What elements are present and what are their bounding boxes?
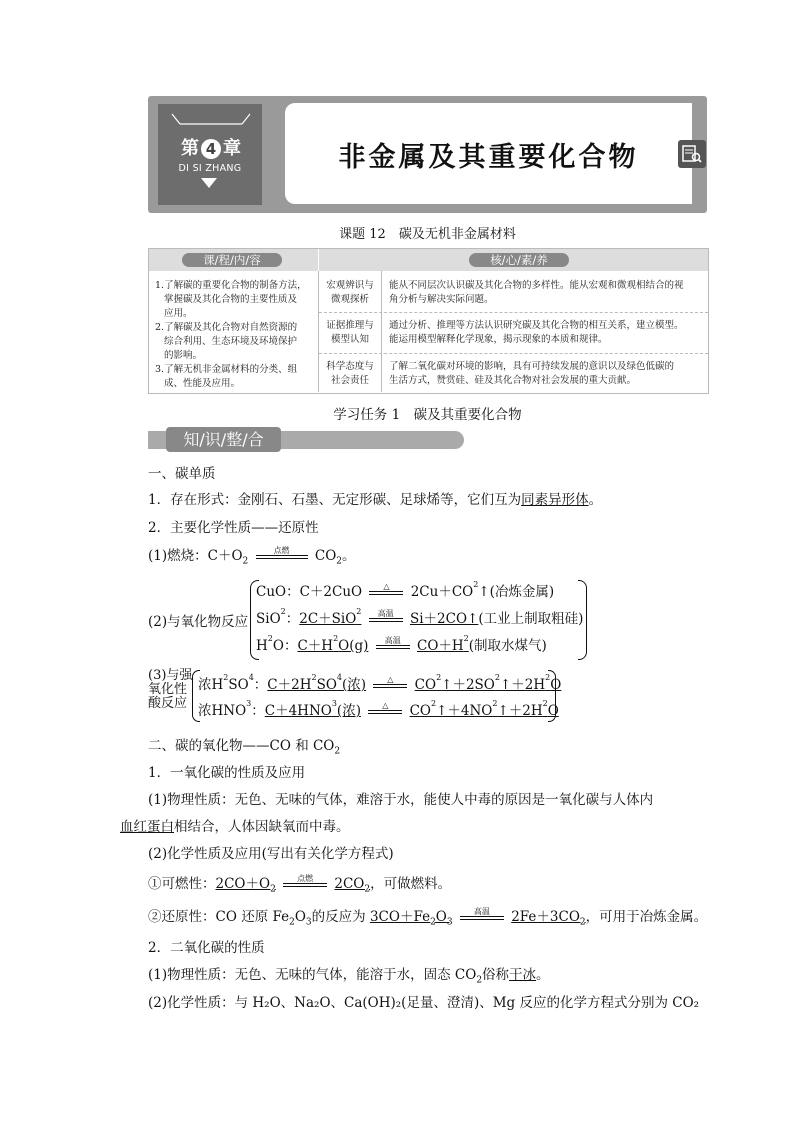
- heading-carbon-oxides: [148, 734, 340, 757]
- answer: $CO+H^2$: [417, 634, 469, 654]
- competency-description: [389, 319, 705, 347]
- answer: $2Fe+3CO_2$: [511, 909, 586, 928]
- text: CO＋H: [417, 638, 464, 654]
- competency-name: [321, 360, 379, 388]
- magnifier-document-icon: [678, 140, 706, 168]
- condition-text: 点燃: [297, 873, 314, 883]
- competency-name-line: 宏观辨识与: [326, 280, 374, 291]
- text: CO: [414, 677, 437, 693]
- text: 3CO＋Fe: [369, 909, 431, 925]
- text: (1)燃烧：C＋O: [148, 548, 243, 564]
- table-divider: [319, 353, 708, 354]
- text: H: [256, 638, 268, 654]
- reaction-condition: [373, 675, 407, 697]
- text: O：: [272, 638, 298, 654]
- acid-label-line: 酸反应: [148, 696, 188, 711]
- text: ：: [285, 611, 300, 627]
- paragraph: (2)化学性质：与 H₂O、Na₂O、Ca(OH)₂(足量、澄清)、Mg 反应的化学方程式分别为 CO₂: [148, 995, 700, 1011]
- text: CO: [314, 548, 337, 564]
- competency-text-line: 角分析与解决实际问题。: [389, 294, 494, 305]
- chapter-prefix: 第: [181, 138, 199, 159]
- equation-co-reduction: ②还原性：CO 还原 $Fe_2O_3$的反应为 $3CO+Fe_2O_3$ 高温 $2Fe+3CO_2$，可用于冶炼金属。: [148, 906, 708, 928]
- text: CuO：C＋2CuO: [256, 584, 363, 600]
- equation-h2so4: 浓$H^2SO^4$：$C+2H^2SO^4$(浓) △ $CO^2↑+2SO^2↑+2H^2O$: [198, 673, 561, 697]
- paragraph: [148, 488, 602, 508]
- text: 2Cu＋CO: [410, 584, 474, 600]
- competency-name-line: 模型认知: [330, 334, 369, 345]
- equation-co-combustion: [148, 872, 451, 896]
- core-competency-header: 核/心/素/养: [469, 253, 569, 267]
- chapter-number: 4: [201, 139, 221, 159]
- equation-cuo: CuO：C＋2CuO △ $2Cu+CO^2↑$(冶炼金属): [256, 580, 554, 604]
- competency-text-line: 能运用模型解释化学现象，揭示现象的本质和规律。: [389, 334, 608, 345]
- competency-text-line: 通过分析、推理等方法认识研究碳及其化合物的相互关系，建立模型。: [389, 320, 684, 331]
- lesson-title: 课题 12 碳及无机非金属材料: [339, 227, 516, 242]
- text: O: [547, 703, 559, 719]
- text: C＋H: [297, 638, 334, 654]
- section-label: 知/识/整/合: [166, 427, 281, 452]
- subscript: 2: [334, 746, 341, 757]
- condition-text: 高温: [384, 635, 401, 645]
- competency-name-line: 微观探析: [330, 294, 369, 305]
- text: 1．存在形式：金刚石、石墨、无定形碳、足球烯等，它们互为: [148, 492, 522, 508]
- equation-combustion: (1)燃烧：$C+O_2$ 点燃 $CO_2$。: [148, 545, 356, 567]
- text: O: [550, 677, 562, 693]
- competency-name: [321, 279, 379, 307]
- answer: $C+H^2O(g)$: [297, 634, 369, 654]
- oxide-label: (2)与氧化物反应: [148, 614, 249, 630]
- answer: 2C＋SiO$^2$: [299, 607, 362, 627]
- competency-text-line: 生活方式，赞赏硅、硅及其化合物对社会发展的重大贡献。: [389, 375, 637, 386]
- reaction-condition: [369, 582, 403, 604]
- answer: Si＋2CO↑: [409, 611, 479, 627]
- list-item: 掌握碳及其化合物的主要性质及: [164, 294, 298, 305]
- answer: $2CO_2$: [334, 876, 371, 895]
- text: O: [294, 909, 306, 925]
- chapter-suffix: 章: [223, 138, 241, 159]
- acid-label-line: (3)与强: [148, 668, 193, 683]
- text: ↑＋4NO: [436, 703, 493, 719]
- heading: 2．二氧化碳的性质: [148, 940, 265, 956]
- answer: 同素异形体: [521, 492, 589, 508]
- list-item: 1.了解碳的重要化合物的制备方法，: [155, 280, 307, 291]
- acid-label: [148, 669, 192, 711]
- text: C＋2H: [267, 677, 312, 693]
- heading-carbon-element: 一、碳单质: [148, 466, 216, 482]
- paragraph: (1)物理性质：无色、无味的气体，能溶于水，固态 $CO_2$俗称干冰。: [148, 967, 550, 986]
- reaction-condition: [369, 609, 403, 631]
- reaction-condition: [256, 546, 308, 568]
- text: CO: [409, 703, 431, 719]
- table-divider: [381, 271, 382, 392]
- list-item: 综合利用、生态环境及环境保护: [164, 336, 298, 347]
- chapter-title: 非金属及其重要化合物: [338, 142, 639, 173]
- text: O: [435, 909, 447, 925]
- text: ，可做燃料。: [370, 876, 452, 892]
- condition-text: △: [387, 674, 394, 684]
- text: ：: [251, 703, 265, 719]
- course-items: [155, 279, 315, 391]
- answer: 血红蛋白: [120, 819, 174, 835]
- text: 。: [536, 967, 550, 983]
- chapter-pinyin: DI SI ZHANG: [178, 163, 242, 174]
- competency-description: [389, 279, 705, 307]
- text: (浓): [336, 703, 361, 719]
- reaction-condition: [283, 874, 327, 896]
- text: 二、碳的氧化物——CO 和 CO: [148, 738, 335, 754]
- text: 俗称: [482, 967, 510, 983]
- task-title: 学习任务 1 碳及其重要化合物: [333, 407, 522, 423]
- answer: $CO^2↑+4NO^2↑+2H^2O$: [409, 699, 559, 719]
- course-content-header: 课/程/内/容: [182, 253, 282, 267]
- table-divider: [319, 312, 708, 313]
- reaction-condition: [368, 701, 402, 723]
- text: SiO: [256, 611, 281, 627]
- text: 相结合，人体因缺氧而中毒。: [174, 819, 350, 835]
- competency-name: [321, 319, 379, 347]
- text: (工业上制取粗硅): [478, 611, 584, 627]
- answer: 干冰: [509, 967, 537, 983]
- text: ↑(冶炼金属): [478, 584, 555, 600]
- text: ①可燃性：: [148, 876, 216, 892]
- list-item: 成、性能及应用。: [164, 378, 241, 389]
- paragraph: [120, 815, 350, 835]
- text: ↑＋2SO: [441, 677, 495, 693]
- chapter-number-label: [170, 134, 252, 160]
- text: 。: [588, 492, 603, 508]
- equation-h2o: $H^2O$：$C+H^2O(g)$ 高温 $CO+H^2$(制取水煤气): [256, 634, 547, 658]
- heading: 1．一氧化碳的性质及应用: [148, 765, 306, 781]
- course-competency-table: [148, 248, 709, 394]
- acid-label-line: 氧化性: [148, 682, 188, 697]
- answer: $C+4HNO^3$(浓): [264, 699, 361, 719]
- answer: $3CO+Fe_2O_3$: [369, 909, 453, 928]
- table-divider: [318, 271, 319, 392]
- text: SO: [228, 677, 249, 693]
- competency-name-line: 证据推理与: [326, 320, 374, 331]
- text: 2C＋SiO: [299, 611, 357, 627]
- text: C＋4HNO: [264, 703, 332, 719]
- competency-name-line: 科学态度与: [326, 361, 374, 372]
- answer: $CO^2↑+2SO^2↑+2H^2O$: [414, 673, 562, 693]
- text: ：: [253, 677, 268, 693]
- text: 2CO: [334, 876, 365, 892]
- text: 浓HNO: [198, 703, 247, 719]
- list-item: 的影响。: [164, 350, 203, 361]
- list-item: 3.了解无机非金属材料的分类、组: [155, 364, 298, 375]
- equation-sio2: SiO$^2$：2C＋SiO$^2$ 高温 Si＋2CO↑(工业上制取粗硅): [256, 607, 583, 631]
- text: (1)物理性质：无色、无味的气体，能溶于水，固态 CO: [148, 967, 477, 983]
- text: ，可用于冶炼金属。: [585, 909, 708, 925]
- equation-hno3: 浓HNO$^3$：$C+4HNO^3$(浓) △ $CO^2↑+4NO^2↑+2H^2O$: [198, 699, 559, 723]
- chevron-down-icon: [201, 178, 217, 188]
- answer: $C+2H^2SO^4$(浓): [267, 673, 367, 693]
- text: ↑＋2H: [497, 703, 543, 719]
- text: SO: [316, 677, 337, 693]
- text: ↑＋2H: [499, 677, 546, 693]
- heading: 2．主要化学性质——还原性: [148, 520, 319, 536]
- reaction-condition: [376, 636, 410, 658]
- list-item: 应用。: [164, 308, 193, 319]
- text: (制取水煤气): [468, 638, 547, 654]
- text: (浓): [342, 677, 367, 693]
- list-item: 2.了解碳及其化合物对自然资源的: [155, 322, 298, 333]
- competency-description: [389, 360, 705, 388]
- text: 的反应为: [311, 909, 366, 925]
- text: ②还原性：CO 还原 Fe: [148, 909, 290, 925]
- condition-text: 高温: [473, 906, 490, 916]
- paragraph: (2)化学性质及应用(写出有关化学方程式): [148, 846, 394, 862]
- text: 浓H: [198, 677, 224, 693]
- condition-text: 高温: [377, 608, 394, 618]
- text: O(g): [338, 638, 369, 654]
- reaction-condition: [460, 907, 504, 929]
- condition-text: △: [383, 581, 390, 591]
- competency-text-line: 能从不同层次认识碳及其化合物的多样性。能从宏观和微观相结合的视: [389, 280, 684, 291]
- condition-text: 点燃: [273, 545, 290, 555]
- condition-text: △: [382, 700, 389, 710]
- chapter-badge-decoration: [170, 112, 252, 126]
- text: 2Fe＋3CO: [511, 909, 580, 925]
- competency-text-line: 了解二氧化碳对环境的影响，具有可持续发展的意识以及绿色低碳的: [389, 361, 675, 372]
- paragraph: (1)物理性质：无色、无味的气体，难溶于水，能使人中毒的原因是一氧化碳与人体内: [148, 792, 654, 808]
- text: 2CO＋O: [215, 876, 271, 892]
- answer: $2CO+O_2$: [215, 876, 276, 895]
- competency-name-line: 社会责任: [330, 375, 369, 386]
